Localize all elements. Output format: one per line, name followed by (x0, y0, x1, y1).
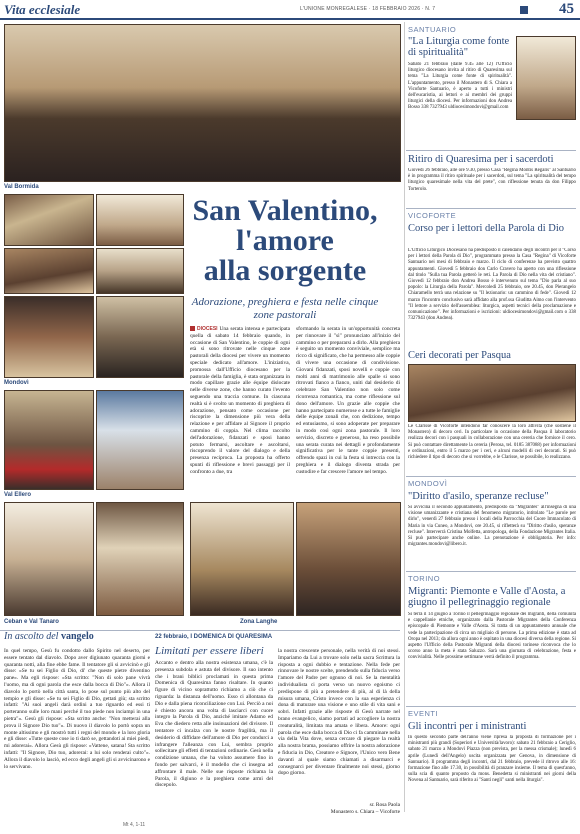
sidebar-text-ministranti: In questo secondo parte dell'anno viene ripresa la proposta di formazione per i ministranti più grandi (Superiori e Università/lavoro): sabato 21 febbraio a Ceriglio, sabato 21 marzo a Mondovì Piazza (non prevista, per la messa crismale); lunedì 6 aprile (Lunedì dell'Angelo) uscita organizzata per Genova, in dimensione di Santuario). Il programma degli incontri, dal 21 febbraio, prevede il ritrovo alle 16: formazione fino alle 17.30, in possibilità di pranzare insieme. Il tema di quest'anno, sulla scia di quanto proposto da mons. Benedetta si ministranti nei giorni della Novena al Santuario, sarà riferito ai "Santi negli" santi nella liturgia". (408, 735, 576, 784)
signature-place: Monastero s. Chiara – Vicoforte (330, 808, 400, 815)
vangelo-label-word: vangelo (60, 631, 94, 642)
page-marker-icon (520, 6, 528, 14)
main-headline (190, 196, 380, 286)
page-header (0, 0, 580, 20)
sidebar-kicker-torino: TORINO (408, 574, 441, 583)
vangelo-commentary-2: la nostra crescente personale, nella verità di noi stessi. Impariamo da Lui a trovare solo nella sacra Scrittura la risposta a ogni dubbio e tentazione. Nella fede per rinnovare le nostre scelte, prendendo sulla fiducia verso l'amore del Padre per ognuno di noi. Se la mentalità individualista ci porta verso un nuovo egoismo ci predispone di più a pretendere di più, al di là della misura umana, Cristo invece con la sua esperienza ci dona di maturare una visione e uno stile di vita sani e sobri. Infatti grazie alle risposte di Gesù narrate nel brano evangelico, siamo portati ad accogliere la nostra creaturalità, limitata ma amata e libera. Amore: ogni parola che esce dalla bocca di Dio ci fa camminare nella via della Vita dove, senza cercare di piegare la realtà alla nostra brama, possiamo offrire la nostra adorazione e fiducia in Dio, Creatore e Signore, l'Unico vero Bene davanti al quale siamo chiamati a disarmarci e consegnarci per diventare finalmente noi stessi, giorno dopo giorno. (278, 648, 400, 777)
main-subhead: Adorazione, preghiera e festa nelle cinque zone pastorali (191, 296, 379, 321)
vangelo-signature (278, 802, 400, 816)
vangelo-ref: Mt 4, 1-11 (123, 822, 146, 828)
photo-val-ellero-1 (4, 390, 94, 490)
vangelo-label-pre: In ascolto del (4, 631, 59, 642)
photo-sidebar (516, 36, 576, 120)
vangelo-label (4, 631, 94, 642)
headline-line-2: l'amore (236, 224, 334, 257)
photo-mondovi-6 (96, 296, 184, 378)
photo-val-bormida (4, 24, 401, 182)
caption-val-bormida: Val Bormida (4, 184, 39, 190)
sidebar-text-ritiro: Giovedì 26 febbraio, alle ore 9.30, presso Casa "Regina Montis Regalis" al Santuario è in programma il ritiro spirituale per i sacerdoti, sul tema "La spiritualità del tempo liturgico quaresimale nella vita del prete", con riflessione tenuta da don Filippo Torterolo. (408, 168, 576, 192)
sidebar-kicker-eventi: EVENTI (408, 709, 439, 718)
photo-ceban-2 (96, 502, 184, 616)
sidebar-kicker-mondovi: MONDOVÌ (408, 479, 448, 488)
vangelo-text (4, 648, 150, 818)
photo-langhe-1 (190, 502, 294, 616)
sidebar-kicker-santuario: SANTUARIO (408, 25, 457, 34)
caption-val-ellero: Val Ellero (4, 492, 32, 498)
photo-mondovi-1 (4, 194, 94, 246)
signature-name: sr. Rosa Paola (369, 802, 400, 808)
sidebar-title-migranti: Migranti: Piemonte e Valle d'Aosta, a giugno il pellegrinaggio regionale (408, 586, 566, 608)
masthead: L'UNIONE MONREGALESE · 18 FEBBRAIO 2026 · N. 7 (300, 6, 436, 12)
sidebar-text-liturgia: Sabato 21 febbraio (dalle 9.45 alle 12) l'Ufficio liturgico diocesano invita al ritiro di Quaresima sul tema "La Liturgia come fonte di spiritualità". L'appuntamento, presso il Monastero di S. Chiara a Vicoforte Santuario, è aperto a tutti i ministri dell'eucaristia, ai lettori e ai membri dei gruppi liturgici della diocesi. Per informazioni don Andrea Bosso 338 7327943 uldiocesimondovi@gmail.com (408, 62, 512, 111)
sidebar-title-asilo: "Diritto d'asilo, speranze recluse" (408, 491, 549, 502)
headline-line-3: alla sorgente (203, 254, 367, 287)
sidebar-title-corso: Corso per i lettori della Parola di Dio (408, 223, 565, 234)
sidebar-kicker-vicoforte: VICOFORTE (408, 211, 457, 220)
caption-mondovi: Mondovì (4, 380, 29, 386)
sidebar-title-ceri: Ceri decorati per Pasqua (408, 350, 511, 361)
vangelo-commentary-1: Accanto e dentro alla nostra esistenza umana, c'è la presenza subdola e astuta del divisore. Il suo intento che i brani biblici proclamati in questa prima Domenica di Quaresima fanno risaltare. In quanto figure di vicino soprattutto richiamo a ciò che ci riguarda: la distanza dell'uomo. Esso ci allontana da Dio e dalla piena riconciliazione con Lui. Perciò a noi è chiesto ancora una volta di lasciarci con cuore integro la Parola di Dio, anziché imitare Adamo ed Eva che diedero retta alle insinuazioni del divisore. Il tentatore ci incalza con le nostre fragilità, ma il desiderio di diffidare dell'amore di Dio per condurci a infrangere l'alleanza con Lui, sembra proprio sollecitare gli effetti di tentazioni ordinarie. Gesù nella condizione umana, che ha voluto assumere fino in fondo per salvarci, è il modello che ci insegna ad affrontare il male. Nelle sue risposte richiama la Parola, il digiuno e la preghiera come armi del discepolo. (155, 660, 273, 789)
sidebar-divider (406, 208, 576, 209)
page-number: 45 (559, 1, 574, 17)
photo-ceban-1 (4, 502, 94, 616)
article-kicker: DIOCESI (197, 326, 218, 332)
article-column-1 (190, 326, 290, 498)
photo-mondovi-2 (96, 194, 184, 246)
sidebar-text-corso: L'Ufficio Liturgico Diocesano ha predisposto il calendario degli incontri per il "Corso per i lettori della Parola di Dio", programmato presso la Casa "Regina" di Vicoforte Santuario nei mesi di febbraio e marzo. Il ciclo di conferenze ha previsto quattro appuntamenti. Giovedì 5 febbraio don Carlo Cravero ha aperto con una riflessione dal titolo "Sulla tua Parola getterò le reti. La Parola di Dio nella vita del cristiano". Giovedì 12 febbraio don Andrea Bosso è intervenuto sul tema "Dio parla al suo popolo: la Liturgia della Parola". Mercoledì 25 febbraio, ore 20.45, don Pierangelo Chiaramello terrà una relazione su "Il lezionario: un cammino di fede". Giovedì 12 marzo l'incontro conclusivo sarà affidato alla prof.ssa Giuditta Aimo con l'intervento "Il lettore a servizio dell'assemblea: liturgica, aspetti tecnici della proclamazione e comunicazione". Per informazioni e iscrizioni: uldiocesimondovi@gmail.com o 338 7327943 (don Andrea). (408, 248, 576, 322)
sidebar-title-ritiro: Ritiro di Quaresima per i sacerdoti (408, 154, 554, 165)
sidebar-title-ministranti: Gli incontri per i ministranti (408, 721, 527, 732)
article-text-1: Una serata intensa e partecipata quella di sabato 14 febbraio quando, in occasione di San Valentino, le coppie di ogni età si sono ritrovate nelle cinque zone pastorali della diocesi per vivere un momento speciale dedicato all'amore. L'iniziativa, promossa dall'Ufficio diocesano per la pastorale della famiglia, è stata organizzata in modo capillare grazie alle équipe dislocate nelle diverse zone, che hanno curato l'evento seguendo una traccia comune. In ciascuna realtà si è svolto un momento di preghiera di adorazione, pensato come occasione per riscoprire la dimensione più vera della relazione e per affidare al Signore il proprio cammino di coppia. Nel clima raccolto dell'adorazione, fidanzati e sposi hanno potuto fermarsi, ascoltare e ascoltarsi, riscoprendo il valore del dialogo e della presenza reciproca. La proposta ha offerto spunti di riflessione e brevi passaggi per il confronto a due, tra (190, 326, 290, 475)
sidebar-divider (406, 571, 576, 572)
sidebar-divider (406, 476, 576, 477)
vangelo-date: 22 febbraio, I DOMENICA DI QUARESIMA (155, 634, 273, 640)
section-title: Vita ecclesiale (4, 2, 81, 17)
sidebar-text-ceri: Le Clarisse di Vicoforte intendono far conoscere la loro attività (che sostiene il Monastero) di decoro ceri. In particolare in occasione della Pasqua il laboratorio realizza decori con i pasquali in collaborazione con una cereria che fornisce il cero. Si può contattare direttamente la cereria (Perosa, tel. 0185 387088) per informazioni e ordinazioni, entro il 5 marzo per i ceri, e alcuni modelli di ceri decorati. Si può richiedere il tipo di decoro che si vorrebbe, e le Clarisse, se possibile, lo realizzano. (408, 424, 576, 461)
sidebar-text-asilo: Si avvicina il secondo appuntamento, predisposto da "Migrantes" all'insegna di una visione umanizzante e cristiana del fenomeno migratorio, intitolato "Le parole per dirlo", venerdì 27 febbraio presso i locali della Parrocchia del Cuore Immacolato di Maria in via Cuneo, a Mondovì, ore 20.45, si rifletterà su "Diritto d'asilo, speranze recluse". Interverrà Cristina Molfetta, antropologa, della Fondazione Migrantes Italia. Si può partecipare anche online. La prenotazione è obbligatoria. Per info: migrantes.mondovi@libero.it. (408, 505, 576, 548)
photo-mondovi-4 (96, 248, 184, 294)
sidebar-divider (406, 706, 576, 707)
photo-mondovi-3 (4, 248, 94, 294)
vangelo-gospel: In quel tempo, Gesù fu condotto dallo Spirito nel deserto, per essere tentato dal diavolo. Dopo aver digiunato quaranta giorni e quaranta notti, alla fine ebbe fame. Il tentatore gli si avvicinò e gli disse: «Se tu sei Figlio di Dio, di' che queste pietre diventino pane». Ma egli rispose: «Sta scritto: "Non di solo pane vivrà l'uomo, ma di ogni parola che esce dalla bocca di Dio"». Allora il diavolo lo portò nella città santa, lo pose sul punto più alto del tempio e gli disse: «Se tu sei Figlio di Dio, gettati giù; sta scritto infatti: "Ai suoi angeli darà ordini a tuo riguardo ed essi ti porteranno sulle loro mani perché il tuo piede non inciampi in una pietra"». Gesù gli rispose: «Sta scritto anche: "Non metterai alla prova il Signore Dio tuo"». Di nuovo il diavolo lo portò sopra un monte altissimo e gli mostrò tutti i regni del mondo e la loro gloria e gli disse: «Tutte queste cose io ti darò se, gettandoti ai miei piedi, mi adorerai». Allora Gesù gli rispose: «Vattene, satana! Sta scritto infatti: "Il Signore, Dio tuo, adorerai: a lui solo renderai culto"». Allora il diavolo lo lasciò, ed ecco degli angeli gli si avvicinarono e lo servivano. (4, 648, 150, 770)
caption-langhe: Zona Langhe (240, 619, 278, 625)
headline-line-1: San Valentino, (192, 194, 378, 227)
photo-mondovi-5 (4, 296, 94, 378)
photo-ceri (408, 364, 576, 422)
caption-ceban: Ceban e Val Tanaro (4, 619, 59, 625)
vangelo-title: Limitati per essere liberi (155, 645, 264, 657)
sidebar-title-liturgia: "La Liturgia come fonte di spiritualità" (408, 36, 510, 58)
photo-val-ellero-2 (96, 390, 184, 490)
article-column-2: sformando la serata in un'opportunità concreta per rinnovare il "sì" pronunciato all'inizio del cammino o per prepararsi a dirlo. Alla preghiera è seguito un momento conviviale, semplice ma ricco di significato, che ha permesso alle coppie di vivere una occasione di condivisione. Giovani fidanzati, sposi novelli e coppie con molti anni di matrimonio alle spalle si sono ritrovati fianco a fianco, uniti dal desiderio di celebrare San Valentino non solo come ricorrenza romantica, ma come riflessione sul dono dell'amore. Un grazie alle coppie che hanno partecipato numerose e a tutte le famiglie delle équipe zonali che, con dedizione, tempo ed entusiasmo, si sono adoperate per preparare in modo così ogni zona pastorale. Il loro servizio, discreto e generoso, ha reso possibile una serata curata nei dettagli e profondamente significativa per le tante coppie presenti, offrendo spazi in cui la festa si intreccia con la preghiera e il dialogo diventa strada per custodire e far crescere l'amore nel tempo. (296, 326, 400, 475)
section-marker-icon (190, 326, 195, 331)
sidebar-divider (406, 150, 576, 151)
sidebar-text-migranti: Si terrà il 14 giugno a Torino il pellegrinaggio regionale dei migranti, della comunità e cappellanie etniche, organizzato dalla Pastorale Migrantes della Conferenza episcopale di Piemonte e Valle d'Aosta. Si tratta di un appuntamento annuale che vede la partecipazione di circa un migliaio di persone. La prima edizione è stata ad Oropa nel 2013; da allora ogni anno è ospitato in una diocesi diversa della regione. Si aspetto l'Ufficio della Pastorale Migranti della diocesi torinese riconvoca che lo scorso anno la meta è stata Saluzzo. Sarà una giornata di celebrazione, festa e convivialità. Nelle prossime settimane verrà definito il programma. (408, 612, 576, 661)
photo-langhe-2 (296, 502, 401, 616)
